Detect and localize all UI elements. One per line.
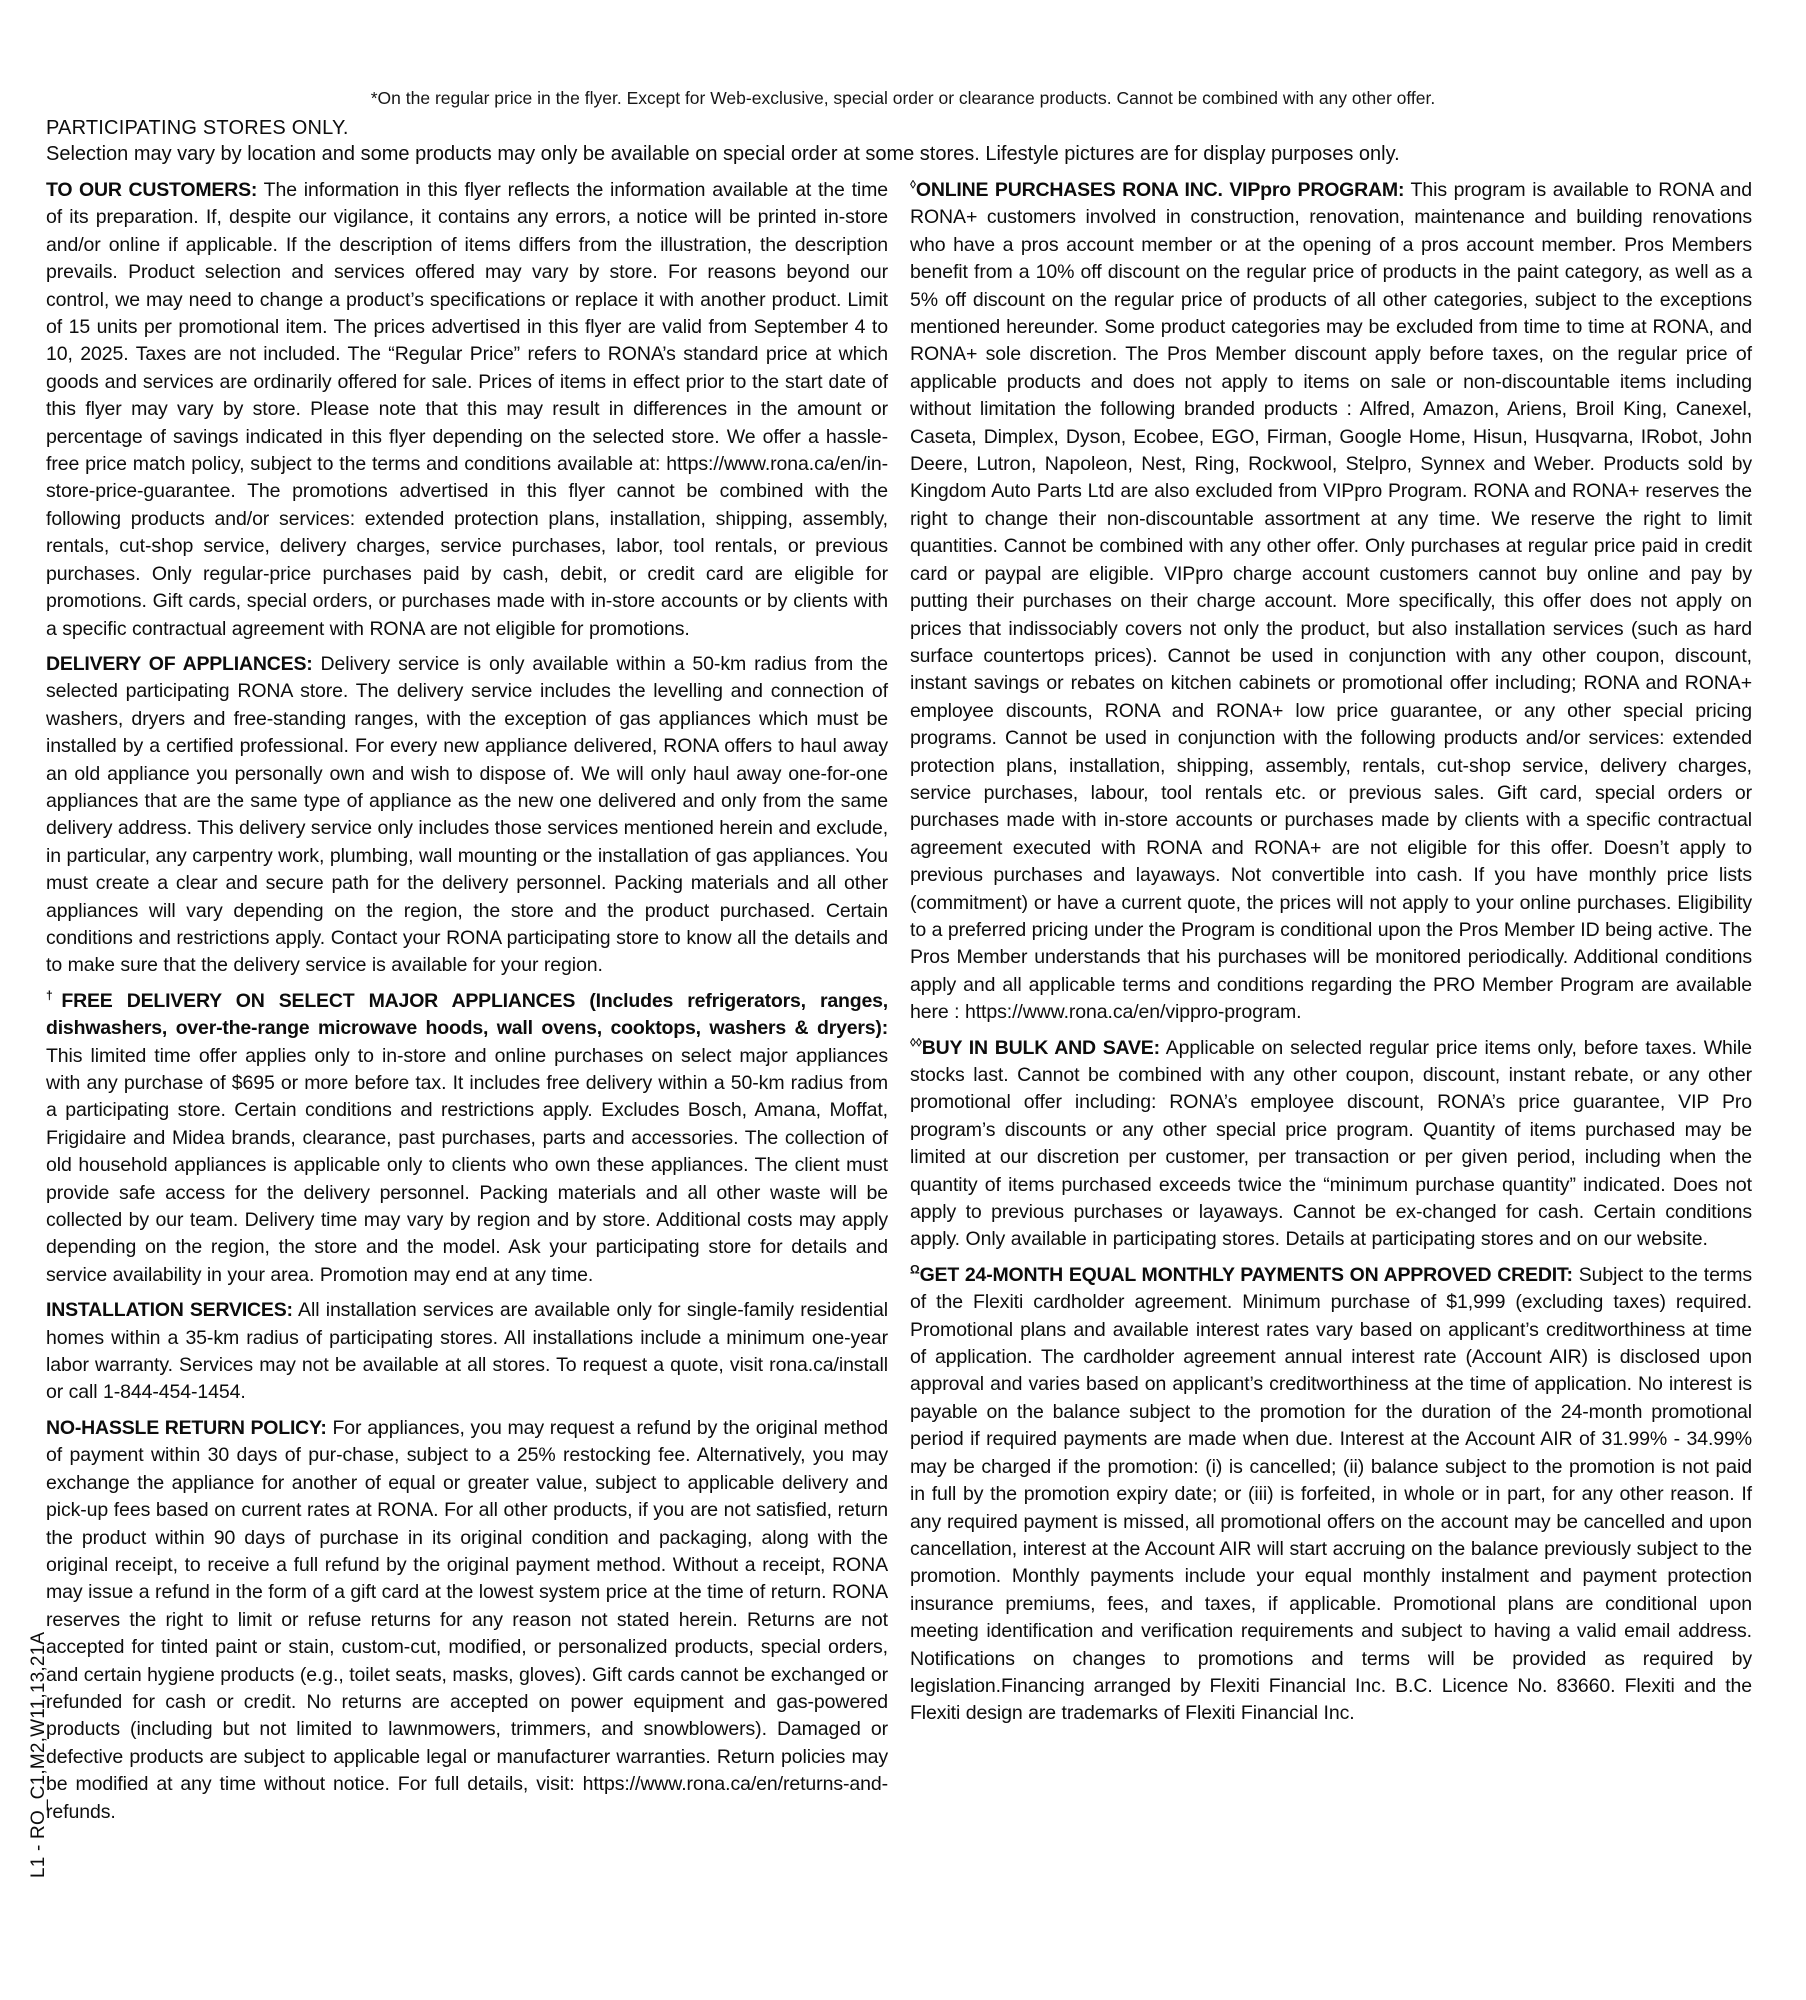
terms-columns xyxy=(46,177,1752,1826)
section-body: For appliances, you may request a refund by the original method of payment within 30 days of pur-chase, subject to a 25% restocking fee. Alternatively, you may exchange the appliance for another of equal or greater value, subject to applicable delivery and pick-up fees based on current rates at RONA. For all other products, if you are not satisfied, return the product within 90 days of purchase in its original condition and packaging, along with the original receipt, to receive a full refund by the original payment method. Without a receipt, RONA may issue a refund in the form of a gift card at the lowest system price at the time of return. RONA reserves the right to limit or refuse returns for any reason not stated herein. Returns are not accepted for tinted paint or stain, custom-cut, modified, or personalized products, special orders, and certain hygiene products (e.g., toilet seats, masks, gloves). Gift cards cannot be exchanged or refunded for cash or credit. No returns are accepted on power equipment and gas-powered products (including but not limited to lawnmowers, trimmers, and snowblowers). Damaged or defective products are subject to applicable legal or manufacturer warranties. Return policies may be modified at any time without notice. For full details, visit: https://www.rona.ca/en/returns-and-refunds. xyxy=(46,1416,888,1823)
selection-note: Selection may vary by location and some products may only be available on special order at some stores. Lifestyle pictures are for display purposes only. xyxy=(46,143,1400,165)
section-body: Delivery service is only available within a 50-km radius from the selected participating RONA store. The delivery service includes the levelling and connection of washers, dryers and free-standing ranges, with the exception of gas appliances which must be installed by a certified professional. For every new appliance delivered, RONA offers to haul away an old appliance you personally own and wish to dispose of. We will only haul away one-for-one appliances that are the same type of appliance as the new one delivered and only from the same delivery address. This delivery service only includes those services mentioned herein and exclude, in particular, any carpentry work, plumbing, wall mounting or the installation of gas appliances. You must create a clear and secure path for the delivery personnel. Packing materials and all other appliances will vary depending on the region, the store and the product purchased. Certain conditions and restrictions apply. Contact your RONA participating store to know all the details and to make sure that the delivery service is available for your region. xyxy=(46,652,889,977)
section-heading: NO-HASSLE RETURN POLICY: xyxy=(46,1416,327,1439)
section-delivery-of-appliances xyxy=(46,651,888,980)
section-heading: TO OUR CUSTOMERS: xyxy=(46,179,258,201)
top-note: *On the regular price in the flyer. Except for Web-exclusive, special order or clearance products. Cannot be combined with any other offer. xyxy=(370,88,1436,108)
section-body: Applicable on selected regular price items only, before taxes. While stocks last. Cannot be combined with any other coupon, discount, instant rebate, or any other promotional offer including: RONA’s employee discount, RONA’s price guarantee, VIP Pro program’s discounts or any other special price program. Quantity of items purchased may be limited at our discretion per customer, per transaction or per given period, including when the quantity of items purchased exceeds twice the “minimum purchase quantity” indicated. Does not apply to previous purchases or layaways. Cannot be ex-changed for cash. Certain conditions apply. Only available in participating stores. Details at participating stores and on our website. xyxy=(910,1036,1752,1251)
section-online-purchases-vippro xyxy=(910,177,1752,1027)
omega-marker: Ω xyxy=(910,1262,920,1277)
section-heading: FREE DELIVERY ON SELECT MAJOR APPLIANCES (Includes refrigerators, ranges, dishwashers, over-the-range microwave hoods, wall ovens, cooktops, washers & dryers): xyxy=(46,989,888,1040)
section-heading: GET 24-MONTH EQUAL MONTHLY PAYMENTS ON APPROVED CREDIT: xyxy=(919,1263,1573,1286)
section-buy-in-bulk-and-save xyxy=(910,1035,1752,1254)
section-heading: ONLINE PURCHASES RONA INC. VIPpro PROGRAM: xyxy=(915,179,1405,201)
section-body: All installation services are available only for single-family residential homes within a 35-km radius of participating stores. All installations include a minimum one-year labor warranty. Services may not be available at all stores. To request a quote, visit rona.ca/install or call 1-844-454-1454. xyxy=(46,1299,888,1404)
double-lozenge-marker: ◊◊ xyxy=(910,1035,922,1050)
section-to-our-customers xyxy=(46,177,888,643)
section-body: This limited time offer applies only to in-store and online purchases on select major appliances with any purchase of $695 or more before tax. It includes free delivery within a 50-km radius from a participating store. Certain conditions and restrictions apply. Excludes Bosch, Amana, Moffat, Frigidaire and Midea brands, clearance, past purchases, parts and accessories. The collection of old household appliances is applicable only to clients who own these appliances. The client must provide safe access for the delivery personnel. Packing materials and all other waste will be collected by our team. Delivery time may vary by region and by store. Additional costs may apply depending on the region, the store and the model. Ask your participating store for details and service availability in your area. Promotion may end at any time. xyxy=(46,1044,888,1286)
section-free-delivery-appliances xyxy=(46,988,888,1289)
lozenge-marker: ◊ xyxy=(910,177,916,192)
section-no-hassle-return-policy xyxy=(46,1415,888,1826)
section-installation-services xyxy=(46,1297,888,1407)
vertical-print-code: L1 - RO_C1,M2,W11,13,21A xyxy=(28,1631,49,1878)
participating-note: PARTICIPATING STORES ONLY. xyxy=(46,117,349,139)
section-heading: DELIVERY OF APPLIANCES: xyxy=(46,652,313,675)
section-24-month-equal-payments xyxy=(910,1262,1752,1728)
dagger-marker: † xyxy=(46,988,62,1003)
section-body: Subject to the terms of the Flexiti cardholder agreement. Minimum purchase of $1,999 (excluding taxes) required. Promotional plans and available interest rates vary based on applicant’s creditworthiness at time of application. The cardholder agreement annual interest rate (Account AIR) is disclosed upon approval and varies based on applicant’s creditworthiness at the time of application. No interest is payable on the balance subject to the promotion for the duration of the 24-month promotional period if required payments are made when due. Interest at the Account AIR of 31.99% - 34.99% may be charged if the promotion: (i) is cancelled; (ii) balance subject to the promotion is not paid in full by the promotion expiry date; or (iii) is forfeited, in whole or in part, for any other reason. If any required payment is missed, all promotional offers on the account may be cancelled and upon cancellation, interest at the Account AIR will start accruing on the balance previously subject to the promotion. Monthly payments include your equal monthly instalment and payment protection insurance premiums, fees, and taxes, if applicable. Promotional plans are conditional upon meeting identification and verification requirements and subject to having a valid email address. Notifications on changes to promotions and terms will be provided as required by legislation.Financing arranged by Flexiti Financial Inc. B.C. Licence No. 83660. Flexiti and the Flexiti design are trademarks of Flexiti Financial Inc. xyxy=(910,1263,1752,1725)
section-body: The information in this flyer reflects the information available at the time of its preparation. If, despite our vigilance, it contains any errors, a notice will be printed in-store and/or online if applicable. If the description of items differs from the illustration, the description prevails. Product selection and services offered may vary by store. For reasons beyond our control, we may need to change a product’s specifications or replace it with another product. Limit of 15 units per promotional item. The prices advertised in this flyer are valid from September 4 to 10, 2025. Taxes are not included. The “Regular Price” refers to RONA’s standard price at which goods and services are ordinarily offered for sale. Prices of items in effect prior to the start date of this flyer may vary by store. Please note that this may result in differences in the amount or percentage of savings indicated in this flyer depending on the selected store. We offer a hassle-free price match policy, subject to the terms and conditions available at: https://www.rona.ca/en/in-store-price-guarantee. The promotions advertised in this flyer cannot be combined with the following products and/or services: extended protection plans, installation, shipping, assembly, rentals, cut-shop service, delivery charges, service purchases, labor, tool rentals, or previous purchases. Only regular-price purchases paid by cash, debit, or credit card are eligible for promotions. Gift cards, special orders, or purchases made with in-store accounts or by clients with a specific contractual agreement with RONA are not eligible for promotions. xyxy=(46,179,889,640)
section-heading: INSTALLATION SERVICES: xyxy=(46,1299,293,1322)
terms-left-column xyxy=(46,177,888,1826)
section-heading: BUY IN BULK AND SAVE: xyxy=(921,1036,1160,1059)
section-body: This program is available to RONA and RONA+ customers involved in construction, renovation, maintenance and building renovations who have a pros account member or at the opening of a pros account member. Pros Members benefit from a 10% off discount on the regular price of products in the paint category, as well as a 5% off discount on the regular price of products of all other categories, subject to the exceptions mentioned hereunder. Some product categories may be excluded from time to time at RONA, and RONA+ sole discretion. The Pros Member discount apply before taxes, on the regular price of applicable products and does not apply to items on sale or non-discountable items including without limitation the following branded products : Alfred, Amazon, Ariens, Broil King, Canexel, Caseta, Dimplex, Dyson, Ecobee, EGO, Firman, Google Home, Hisun, Husqvarna, IRobot, John Deere, Lutron, Napoleon, Nest, Ring, Rockwool, Stelpro, Synnex and Weber. Products sold by Kingdom Auto Parts Ltd are also excluded from VIPpro Program. RONA and RONA+ reserves the right to change their non-discountable assortment at any time. We reserve the right to limit quantities. Cannot be combined with any other offer. Only purchases at regular price paid in credit card or paypal are eligible. VIPpro charge account customers cannot buy online and pay by putting their purchases on their charge account. More specifically, this offer does not apply on prices that indissociably covers not only the product, but also installation services (such as hard surface countertops prices). Cannot be used in conjunction with any other coupon, discount, instant savings or rebates on kitchen cabinets or promotional offer including; RONA and RONA+ employee discounts, RONA and RONA+ low price guarantee, or any other special pricing programs. Cannot be used in conjunction with the following products and/or services: extended protection plans, installation, shipping, assembly, rentals, cut-shop service, delivery charges, service purchases, labour, tool rentals etc. or previous sales. Gift card, special orders or purchases made with in-store accounts or purchases made by clients with a specific contractual agreement executed with RONA and RONA+ are not eligible for this offer. Doesn’t apply to previous purchases and layaways. Not convertible into cash. If you have monthly price lists (commitment) or have a current quote, the prices will not apply to your online purchases. Eligibility to a preferred pricing under the Program is conditional upon the Pros Member ID being active. The Pros Member understands that his purchases will be monitored periodically. Additional conditions apply and all applicable terms and conditions regarding the PRO Member Program are available here : https://www.rona.ca/en/vippro-program. xyxy=(910,179,1752,1024)
terms-right-column xyxy=(910,177,1752,1826)
